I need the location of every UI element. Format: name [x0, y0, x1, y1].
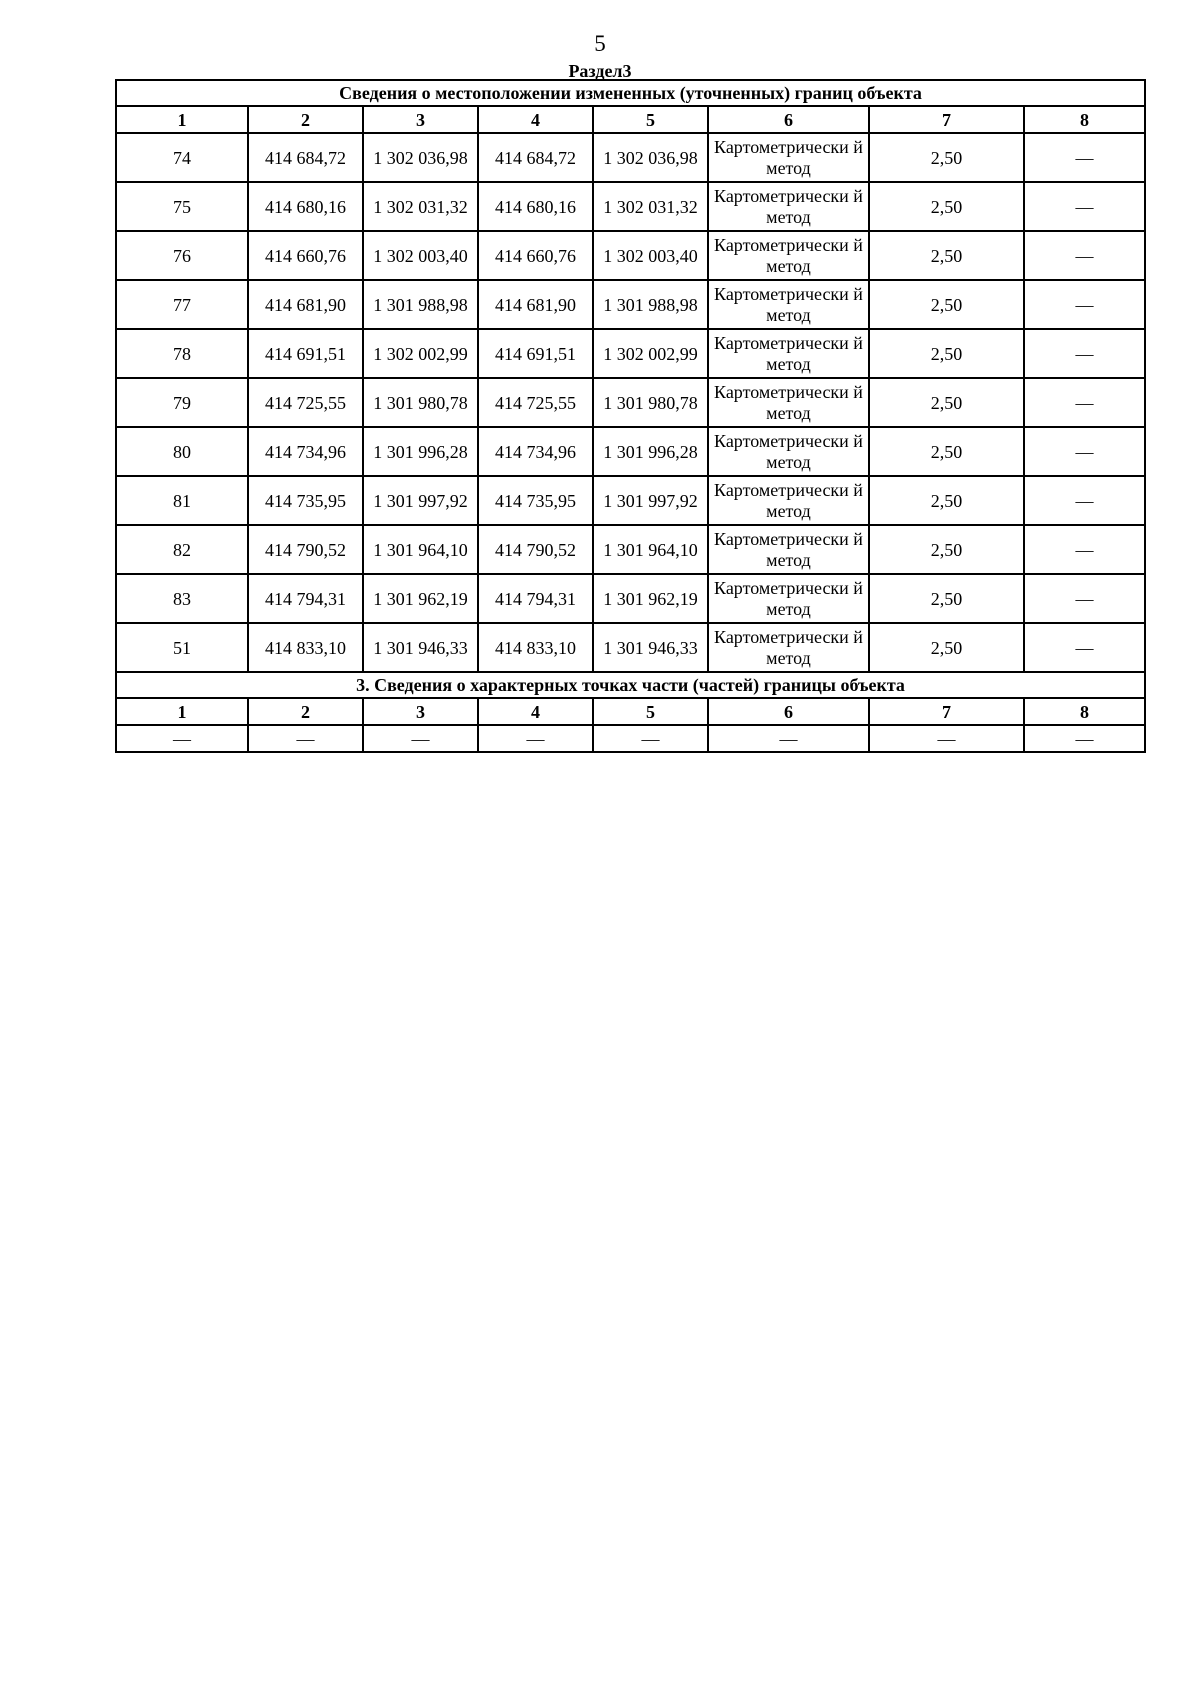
table-cell: —: [1024, 133, 1145, 182]
table-cell: 414 691,51: [478, 329, 593, 378]
column-number: 4: [478, 106, 593, 133]
column-number: 3: [363, 698, 478, 725]
table-cell: 414 725,55: [478, 378, 593, 427]
table-cell: 1 302 036,98: [593, 133, 708, 182]
table-cell: —: [1024, 280, 1145, 329]
table-cell: 2,50: [869, 182, 1024, 231]
table-cell: —: [1024, 182, 1145, 231]
table-cell: 414 684,72: [478, 133, 593, 182]
table-row: [116, 525, 1145, 574]
table-cell: 1 302 002,99: [363, 329, 478, 378]
table-cell: 414 680,16: [478, 182, 593, 231]
table-row: [116, 623, 1145, 672]
table-cell: Картометрически й метод: [708, 427, 869, 476]
table-cell: —: [1024, 378, 1145, 427]
column-number: 2: [248, 698, 363, 725]
table-cell: 1 301 980,78: [593, 378, 708, 427]
column-number: 7: [869, 698, 1024, 725]
table-cell: 2,50: [869, 623, 1024, 672]
table-cell: Картометрически й метод: [708, 525, 869, 574]
table-cell: 414 734,96: [248, 427, 363, 476]
table-cell: Картометрически й метод: [708, 623, 869, 672]
section-label: Раздел3: [568, 61, 632, 81]
table-cell: 2,50: [869, 280, 1024, 329]
table-row: [116, 231, 1145, 280]
table-cell: 414 660,76: [248, 231, 363, 280]
table-cell: 1 302 002,99: [593, 329, 708, 378]
table-body: [116, 80, 1145, 752]
table-cell: 1 301 988,98: [593, 280, 708, 329]
table-cell: 414 794,31: [248, 574, 363, 623]
table-cell: Картометрически й метод: [708, 574, 869, 623]
table-cell: 75: [116, 182, 248, 231]
table-cell: 1 301 964,10: [363, 525, 478, 574]
table-cell: 2,50: [869, 476, 1024, 525]
table-cell: —: [1024, 525, 1145, 574]
table-cell: Картометрически й метод: [708, 329, 869, 378]
column-number: 8: [1024, 106, 1145, 133]
table-row: [116, 476, 1145, 525]
table-cell: 1 301 946,33: [363, 623, 478, 672]
table-cell: —: [478, 725, 593, 752]
column-number: 3: [363, 106, 478, 133]
table-cell: 414 681,90: [248, 280, 363, 329]
table1-title-row: [116, 80, 1145, 106]
table-cell: 2,50: [869, 427, 1024, 476]
column-number: 1: [116, 106, 248, 133]
table-cell: 414 660,76: [478, 231, 593, 280]
column-number: 7: [869, 106, 1024, 133]
table-cell: 79: [116, 378, 248, 427]
table-cell: 414 684,72: [248, 133, 363, 182]
table-cell: 80: [116, 427, 248, 476]
table-cell: 1 302 003,40: [363, 231, 478, 280]
table-cell: 414 790,52: [478, 525, 593, 574]
table-cell: 414 833,10: [248, 623, 363, 672]
table-cell: 1 301 964,10: [593, 525, 708, 574]
column-number: 2: [248, 106, 363, 133]
table-cell: 2,50: [869, 231, 1024, 280]
table-row: [116, 574, 1145, 623]
table-cell: —: [363, 725, 478, 752]
table-cell: 1 301 962,19: [593, 574, 708, 623]
column-number: 5: [593, 698, 708, 725]
table-row: [116, 378, 1145, 427]
table-cell: 414 735,95: [478, 476, 593, 525]
column-number: 5: [593, 106, 708, 133]
table-cell: Картометрически й метод: [708, 133, 869, 182]
table-cell: 82: [116, 525, 248, 574]
table-row: [116, 182, 1145, 231]
table-cell: —: [248, 725, 363, 752]
column-number: 6: [708, 698, 869, 725]
column-number: 4: [478, 698, 593, 725]
table2-title-row: [116, 672, 1145, 698]
column-number: 8: [1024, 698, 1145, 725]
table-row: [116, 427, 1145, 476]
table-cell: 2,50: [869, 133, 1024, 182]
table-cell: 414 734,96: [478, 427, 593, 476]
table-cell: 1 301 997,92: [363, 476, 478, 525]
table-cell: —: [708, 725, 869, 752]
table-cell: —: [1024, 725, 1145, 752]
table-cell: 414 790,52: [248, 525, 363, 574]
table-cell: 2,50: [869, 574, 1024, 623]
table-cell: —: [1024, 329, 1145, 378]
table-cell: Картометрически й метод: [708, 378, 869, 427]
table-cell: 1 302 003,40: [593, 231, 708, 280]
table-cell: 414 794,31: [478, 574, 593, 623]
table-cell: 1 301 988,98: [363, 280, 478, 329]
table-cell: 2,50: [869, 378, 1024, 427]
table-cell: 78: [116, 329, 248, 378]
table-cell: 414 833,10: [478, 623, 593, 672]
table-cell: 1 301 980,78: [363, 378, 478, 427]
table-row: [116, 133, 1145, 182]
column-number: 1: [116, 698, 248, 725]
table-cell: 414 735,95: [248, 476, 363, 525]
table-cell: 2,50: [869, 329, 1024, 378]
table-cell: —: [1024, 623, 1145, 672]
table-cell: —: [593, 725, 708, 752]
table-cell: 1 302 036,98: [363, 133, 478, 182]
table-cell: 74: [116, 133, 248, 182]
boundaries-table: [115, 79, 1146, 753]
table-cell: 1 301 962,19: [363, 574, 478, 623]
table-cell: 1 301 997,92: [593, 476, 708, 525]
table-cell: —: [1024, 231, 1145, 280]
table-cell: 414 680,16: [248, 182, 363, 231]
table-cell: 77: [116, 280, 248, 329]
table-cell: 1 301 996,28: [593, 427, 708, 476]
table2-title: 3. Сведения о характерных точках части (частей) границы объекта: [116, 672, 1145, 698]
table-cell: Картометрически й метод: [708, 231, 869, 280]
table-cell: 1 302 031,32: [593, 182, 708, 231]
table-cell: Картометрически й метод: [708, 280, 869, 329]
table-cell: —: [1024, 427, 1145, 476]
table-row: [116, 329, 1145, 378]
table-row: [116, 280, 1145, 329]
table-cell: —: [869, 725, 1024, 752]
table-cell: 1 301 996,28: [363, 427, 478, 476]
table-cell: —: [1024, 574, 1145, 623]
page-number: 5: [594, 31, 606, 56]
table-cell: Картометрически й метод: [708, 476, 869, 525]
table-cell: Картометрически й метод: [708, 182, 869, 231]
table-cell: 414 681,90: [478, 280, 593, 329]
table1-column-numbers: [116, 106, 1145, 133]
table-cell: 51: [116, 623, 248, 672]
table-cell: 414 691,51: [248, 329, 363, 378]
table-cell: 76: [116, 231, 248, 280]
table-cell: 83: [116, 574, 248, 623]
table-cell: 414 725,55: [248, 378, 363, 427]
table-cell: 81: [116, 476, 248, 525]
table2-column-numbers: [116, 698, 1145, 725]
table-cell: 1 302 031,32: [363, 182, 478, 231]
table-cell: —: [1024, 476, 1145, 525]
column-number: 6: [708, 106, 869, 133]
table-cell: 2,50: [869, 525, 1024, 574]
table1-title: Сведения о местоположении измененных (уточненных) границ объекта: [116, 80, 1145, 106]
table-cell: 1 301 946,33: [593, 623, 708, 672]
table-cell: —: [116, 725, 248, 752]
table-row: [116, 725, 1145, 752]
